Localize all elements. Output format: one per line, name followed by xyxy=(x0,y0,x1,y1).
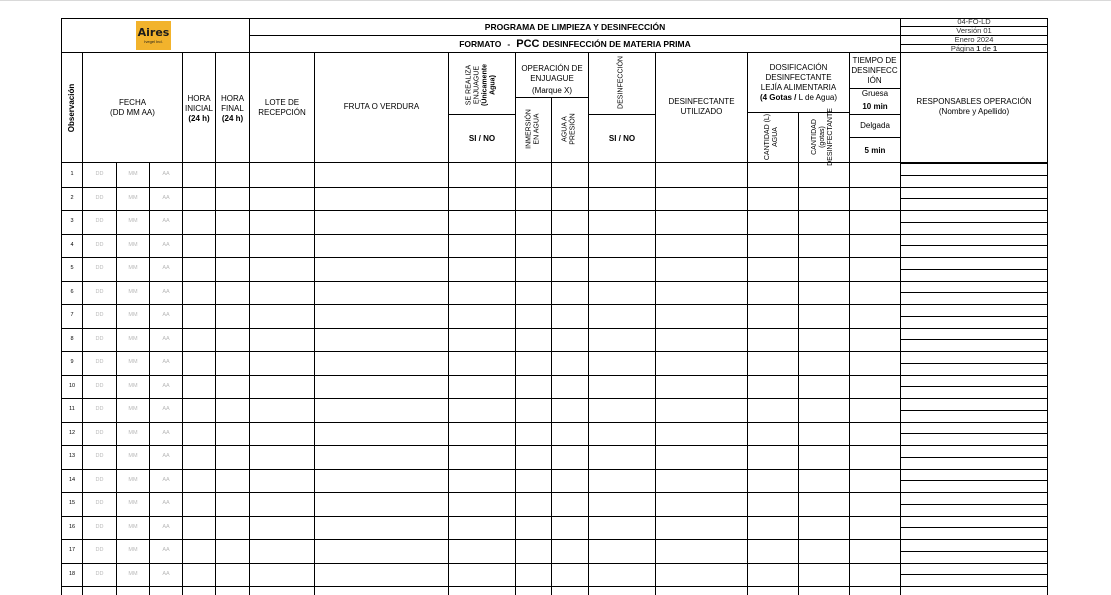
responsible-line xyxy=(900,386,1048,387)
thin-label: Delgada xyxy=(860,121,890,130)
date-day-cell[interactable]: DD xyxy=(95,406,104,413)
date-day-cell[interactable]: DD xyxy=(95,359,104,366)
row-line xyxy=(61,563,901,564)
row-number: 1 xyxy=(70,171,74,178)
page-total: 1 xyxy=(992,43,998,53)
date-year-cell[interactable]: AA xyxy=(162,547,170,554)
rinse-operation-mark: (Marque X) xyxy=(531,86,572,95)
dosage-line-3: LEJÍA ALIMENTARIA xyxy=(760,83,837,92)
row-line xyxy=(61,234,901,235)
date-day-cell[interactable]: DD xyxy=(95,500,104,507)
row-line xyxy=(61,375,901,376)
responsible-line xyxy=(900,492,1048,493)
date-header-title: FECHA xyxy=(118,98,147,107)
row-line xyxy=(61,492,901,493)
page-current: 1 xyxy=(976,43,981,53)
date-month-cell[interactable]: MM xyxy=(128,218,138,225)
row-number: 15 xyxy=(68,500,76,507)
date-header xyxy=(83,88,182,128)
row-number: 9 xyxy=(70,359,74,366)
date-year-cell[interactable]: AA xyxy=(162,241,170,248)
responsible-line xyxy=(900,210,1048,211)
responsible-line xyxy=(900,351,1048,352)
row-number: 14 xyxy=(68,476,76,483)
responsible-line xyxy=(900,504,1048,505)
thick-time: 10 min xyxy=(862,101,888,111)
row-number: 11 xyxy=(69,406,75,413)
row-line xyxy=(61,281,901,282)
responsible-line xyxy=(900,363,1048,364)
rinse-line-2: ENJUAGUE xyxy=(473,65,481,105)
row-line xyxy=(61,351,901,352)
start-time-header xyxy=(183,88,215,130)
date-month-cell[interactable]: MM xyxy=(128,547,138,554)
table-column-line xyxy=(182,163,183,595)
date-year-cell[interactable]: AA xyxy=(162,406,170,413)
row-number: 17 xyxy=(68,547,76,554)
date-month-cell[interactable]: MM xyxy=(128,312,138,319)
responsible-line xyxy=(900,304,1048,305)
table-column-line xyxy=(448,163,449,595)
body-top-line xyxy=(900,163,1048,164)
table-column-line xyxy=(215,163,216,595)
table-column-line xyxy=(747,163,748,595)
table-column-line xyxy=(655,163,656,595)
date-month-cell[interactable]: MM xyxy=(128,523,138,530)
responsible-line xyxy=(900,539,1048,540)
format-title xyxy=(250,36,900,53)
responsible-line xyxy=(900,551,1048,552)
responsible-line-1: RESPONSABLES OPERACIÓN xyxy=(916,97,1032,106)
responsible-line xyxy=(900,516,1048,517)
row-line xyxy=(61,304,901,305)
row-number: 4 xyxy=(70,241,74,248)
doc-date: Enero 2024 xyxy=(954,35,994,44)
doc-version: Versión 01 xyxy=(956,26,992,35)
qty-water-header: CANTIDAD (L) AGUA xyxy=(763,113,779,161)
date-year-cell[interactable]: AA xyxy=(162,523,170,530)
table-column-line xyxy=(551,163,552,595)
date-month-cell[interactable]: MM xyxy=(128,453,138,460)
responsible-line xyxy=(900,445,1048,446)
row-number: 3 xyxy=(70,218,74,225)
date-month-cell[interactable]: MM xyxy=(128,429,138,436)
row-line xyxy=(61,445,901,446)
table-column-line xyxy=(588,163,589,595)
responsible-line xyxy=(900,457,1048,458)
produce-header: FRUTA O VERDURA xyxy=(343,102,420,111)
row-line xyxy=(61,398,901,399)
table-column-line xyxy=(249,163,250,595)
date-day-cell[interactable]: DD xyxy=(95,312,104,319)
row-line xyxy=(61,187,901,188)
row-number: 13 xyxy=(68,453,76,460)
responsible-line xyxy=(900,433,1048,434)
date-day-cell[interactable]: DD xyxy=(95,335,104,342)
start-time-line-3: (24 h) xyxy=(188,114,210,123)
row-number: 6 xyxy=(70,288,74,295)
date-day-cell[interactable]: DD xyxy=(95,218,104,225)
responsible-line xyxy=(900,222,1048,223)
time-header: TIEMPO DE DESINFECCIÓN xyxy=(851,55,898,85)
date-day-cell[interactable]: DD xyxy=(95,194,104,201)
date-year-cell[interactable]: AA xyxy=(162,335,170,342)
logo-wordmark: Aires xyxy=(137,26,170,39)
date-year-cell[interactable]: AA xyxy=(162,453,170,460)
rinse-line-4: Agua) xyxy=(489,75,497,95)
row-number: 12 xyxy=(68,429,76,436)
table-column-line xyxy=(900,163,901,595)
responsible-line xyxy=(900,281,1048,282)
row-number: 5 xyxy=(70,265,74,272)
row-line xyxy=(61,539,901,540)
date-month-cell[interactable]: MM xyxy=(128,241,138,248)
date-month-cell[interactable]: MM xyxy=(128,335,138,342)
rinse-answer: SI / NO xyxy=(468,133,496,143)
date-month-cell[interactable]: MM xyxy=(128,359,138,366)
immersion-header: INMERSIÓN EN AGUA xyxy=(525,109,541,149)
program-title: PROGRAMA DE LIMPIEZA Y DESINFECCIÓN xyxy=(484,21,666,32)
doc-code: 04-FO-LD xyxy=(957,17,991,26)
row-line xyxy=(61,469,901,470)
responsible-line xyxy=(900,292,1048,293)
date-month-cell[interactable]: MM xyxy=(128,288,138,295)
end-time-line-3: (24 h) xyxy=(221,114,244,123)
table-column-line xyxy=(849,163,850,595)
hdr-div xyxy=(798,112,799,163)
date-month-cell[interactable]: MM xyxy=(128,382,138,389)
date-year-cell[interactable]: AA xyxy=(162,288,170,295)
responsible-line xyxy=(900,187,1048,188)
date-year-cell[interactable]: AA xyxy=(162,218,170,225)
responsible-line xyxy=(900,574,1048,575)
dosage-water: L de Agua) xyxy=(796,93,838,102)
responsible-line xyxy=(900,245,1048,246)
responsible-line xyxy=(900,234,1048,235)
responsible-line xyxy=(900,328,1048,329)
date-month-cell[interactable]: MM xyxy=(128,406,138,413)
date-day-cell[interactable]: DD xyxy=(95,476,104,483)
format-dash: - xyxy=(507,39,511,50)
responsible-line xyxy=(900,269,1048,270)
date-day-cell[interactable]: DD xyxy=(95,453,104,460)
date-day-cell[interactable]: DD xyxy=(95,241,104,248)
date-month-cell[interactable]: MM xyxy=(128,476,138,483)
date-header-format: (DD MM AA) xyxy=(110,108,155,117)
date-day-cell[interactable]: DD xyxy=(95,429,104,436)
date-day-cell[interactable]: DD xyxy=(95,523,104,530)
responsible-line xyxy=(900,527,1048,528)
row-number: 7 xyxy=(70,312,74,319)
format-label: FORMATO xyxy=(459,39,502,50)
date-year-cell[interactable]: AA xyxy=(162,359,170,366)
date-year-cell[interactable]: AA xyxy=(162,570,170,577)
lot-header: LOTE DE RECEPCIÓN xyxy=(258,98,306,117)
date-year-cell[interactable]: AA xyxy=(162,476,170,483)
table-column-line xyxy=(515,163,516,595)
dosage-line-4 xyxy=(760,93,837,103)
responsible-line xyxy=(900,422,1048,423)
disinfection-answer: SI / NO xyxy=(608,133,636,143)
date-year-cell[interactable]: AA xyxy=(162,194,170,201)
responsible-line xyxy=(900,410,1048,411)
rinse-line-1: SE REALIZA xyxy=(465,64,473,106)
dosage-line-2: DESINFECTANTE xyxy=(765,73,832,82)
date-day-cell[interactable]: DD xyxy=(95,547,104,554)
date-year-cell[interactable]: AA xyxy=(162,265,170,272)
date-month-cell[interactable]: MM xyxy=(128,194,138,201)
rinse-line-3: (Únicamente xyxy=(481,64,489,107)
row-line xyxy=(61,328,901,329)
row-line xyxy=(61,257,901,258)
row-line xyxy=(61,586,901,587)
dosage-line-1: DOSIFICACIÓN xyxy=(769,63,828,72)
dosage-drops: (4 Gotas / xyxy=(759,93,797,102)
table-column-line xyxy=(1047,163,1048,595)
page-of: de xyxy=(982,43,991,53)
row-line xyxy=(61,516,901,517)
responsible-line xyxy=(900,316,1048,317)
page-label: Página xyxy=(950,43,975,53)
row-number: 8 xyxy=(70,335,74,342)
responsible-line xyxy=(900,480,1048,481)
end-time-line-2: FINAL xyxy=(221,104,244,113)
qty-disinfectant-header: CANTIDAD (gotas) DESINFECTANTE xyxy=(810,108,835,166)
start-time-line-1: HORA xyxy=(187,94,211,103)
thick-label: Gruesa xyxy=(861,89,889,98)
table-column-line xyxy=(798,163,799,595)
row-number: 18 xyxy=(68,570,76,577)
responsible-line xyxy=(900,198,1048,199)
company-logo xyxy=(136,21,171,50)
observation-header: Observación xyxy=(67,83,77,133)
format-pcc: PCC xyxy=(516,37,540,50)
date-month-cell[interactable]: MM xyxy=(128,265,138,272)
responsible-line xyxy=(900,175,1048,176)
hdr-hline xyxy=(515,97,588,98)
responsible-header xyxy=(901,90,1047,124)
date-day-cell[interactable]: DD xyxy=(95,288,104,295)
row-line xyxy=(61,210,901,211)
rinse-operation-title: OPERACIÓN DE ENJUAGUE xyxy=(521,64,583,83)
responsible-line xyxy=(900,257,1048,258)
disinfection-header: DESINFECCIÓN xyxy=(617,56,625,109)
dosage-header xyxy=(748,57,849,109)
date-year-cell[interactable]: AA xyxy=(162,171,170,178)
row-number: 10 xyxy=(68,382,76,389)
row-number: 16 xyxy=(68,523,76,530)
date-year-cell[interactable]: AA xyxy=(162,382,170,389)
row-number: 2 xyxy=(70,194,74,201)
responsible-line-2: (Nombre y Apellido) xyxy=(938,107,1010,116)
pressure-header: AGUA A PRESIÓN xyxy=(561,113,577,145)
date-year-cell[interactable]: AA xyxy=(162,312,170,319)
date-month-cell[interactable]: MM xyxy=(128,500,138,507)
responsible-line xyxy=(900,375,1048,376)
responsible-line xyxy=(900,563,1048,564)
end-time-line-1: HORA xyxy=(220,94,245,103)
end-time-header xyxy=(216,88,249,130)
format-subtitle: DESINFECCIÓN DE MATERIA PRIMA xyxy=(542,39,691,50)
date-day-cell[interactable]: DD xyxy=(95,171,104,178)
thin-time: 5 min xyxy=(864,145,886,155)
start-time-line-2: INICIAL xyxy=(184,104,213,113)
row-line xyxy=(61,422,901,423)
responsible-line xyxy=(900,339,1048,340)
hdr-div xyxy=(249,52,250,163)
table-column-line xyxy=(314,163,315,595)
responsible-line xyxy=(900,469,1048,470)
date-day-cell[interactable]: DD xyxy=(95,382,104,389)
date-month-cell[interactable]: MM xyxy=(128,570,138,577)
date-day-cell[interactable]: DD xyxy=(95,265,104,272)
date-year-cell[interactable]: AA xyxy=(162,429,170,436)
disinfectant-used-header: DESINFECTANTE UTILIZADO xyxy=(668,97,735,116)
responsible-line xyxy=(900,586,1048,587)
date-month-cell[interactable]: MM xyxy=(128,171,138,178)
date-year-cell[interactable]: AA xyxy=(162,500,170,507)
date-day-cell[interactable]: DD xyxy=(95,570,104,577)
logo-tagline: Ivegel Ind. xyxy=(144,39,163,44)
responsible-line xyxy=(900,398,1048,399)
